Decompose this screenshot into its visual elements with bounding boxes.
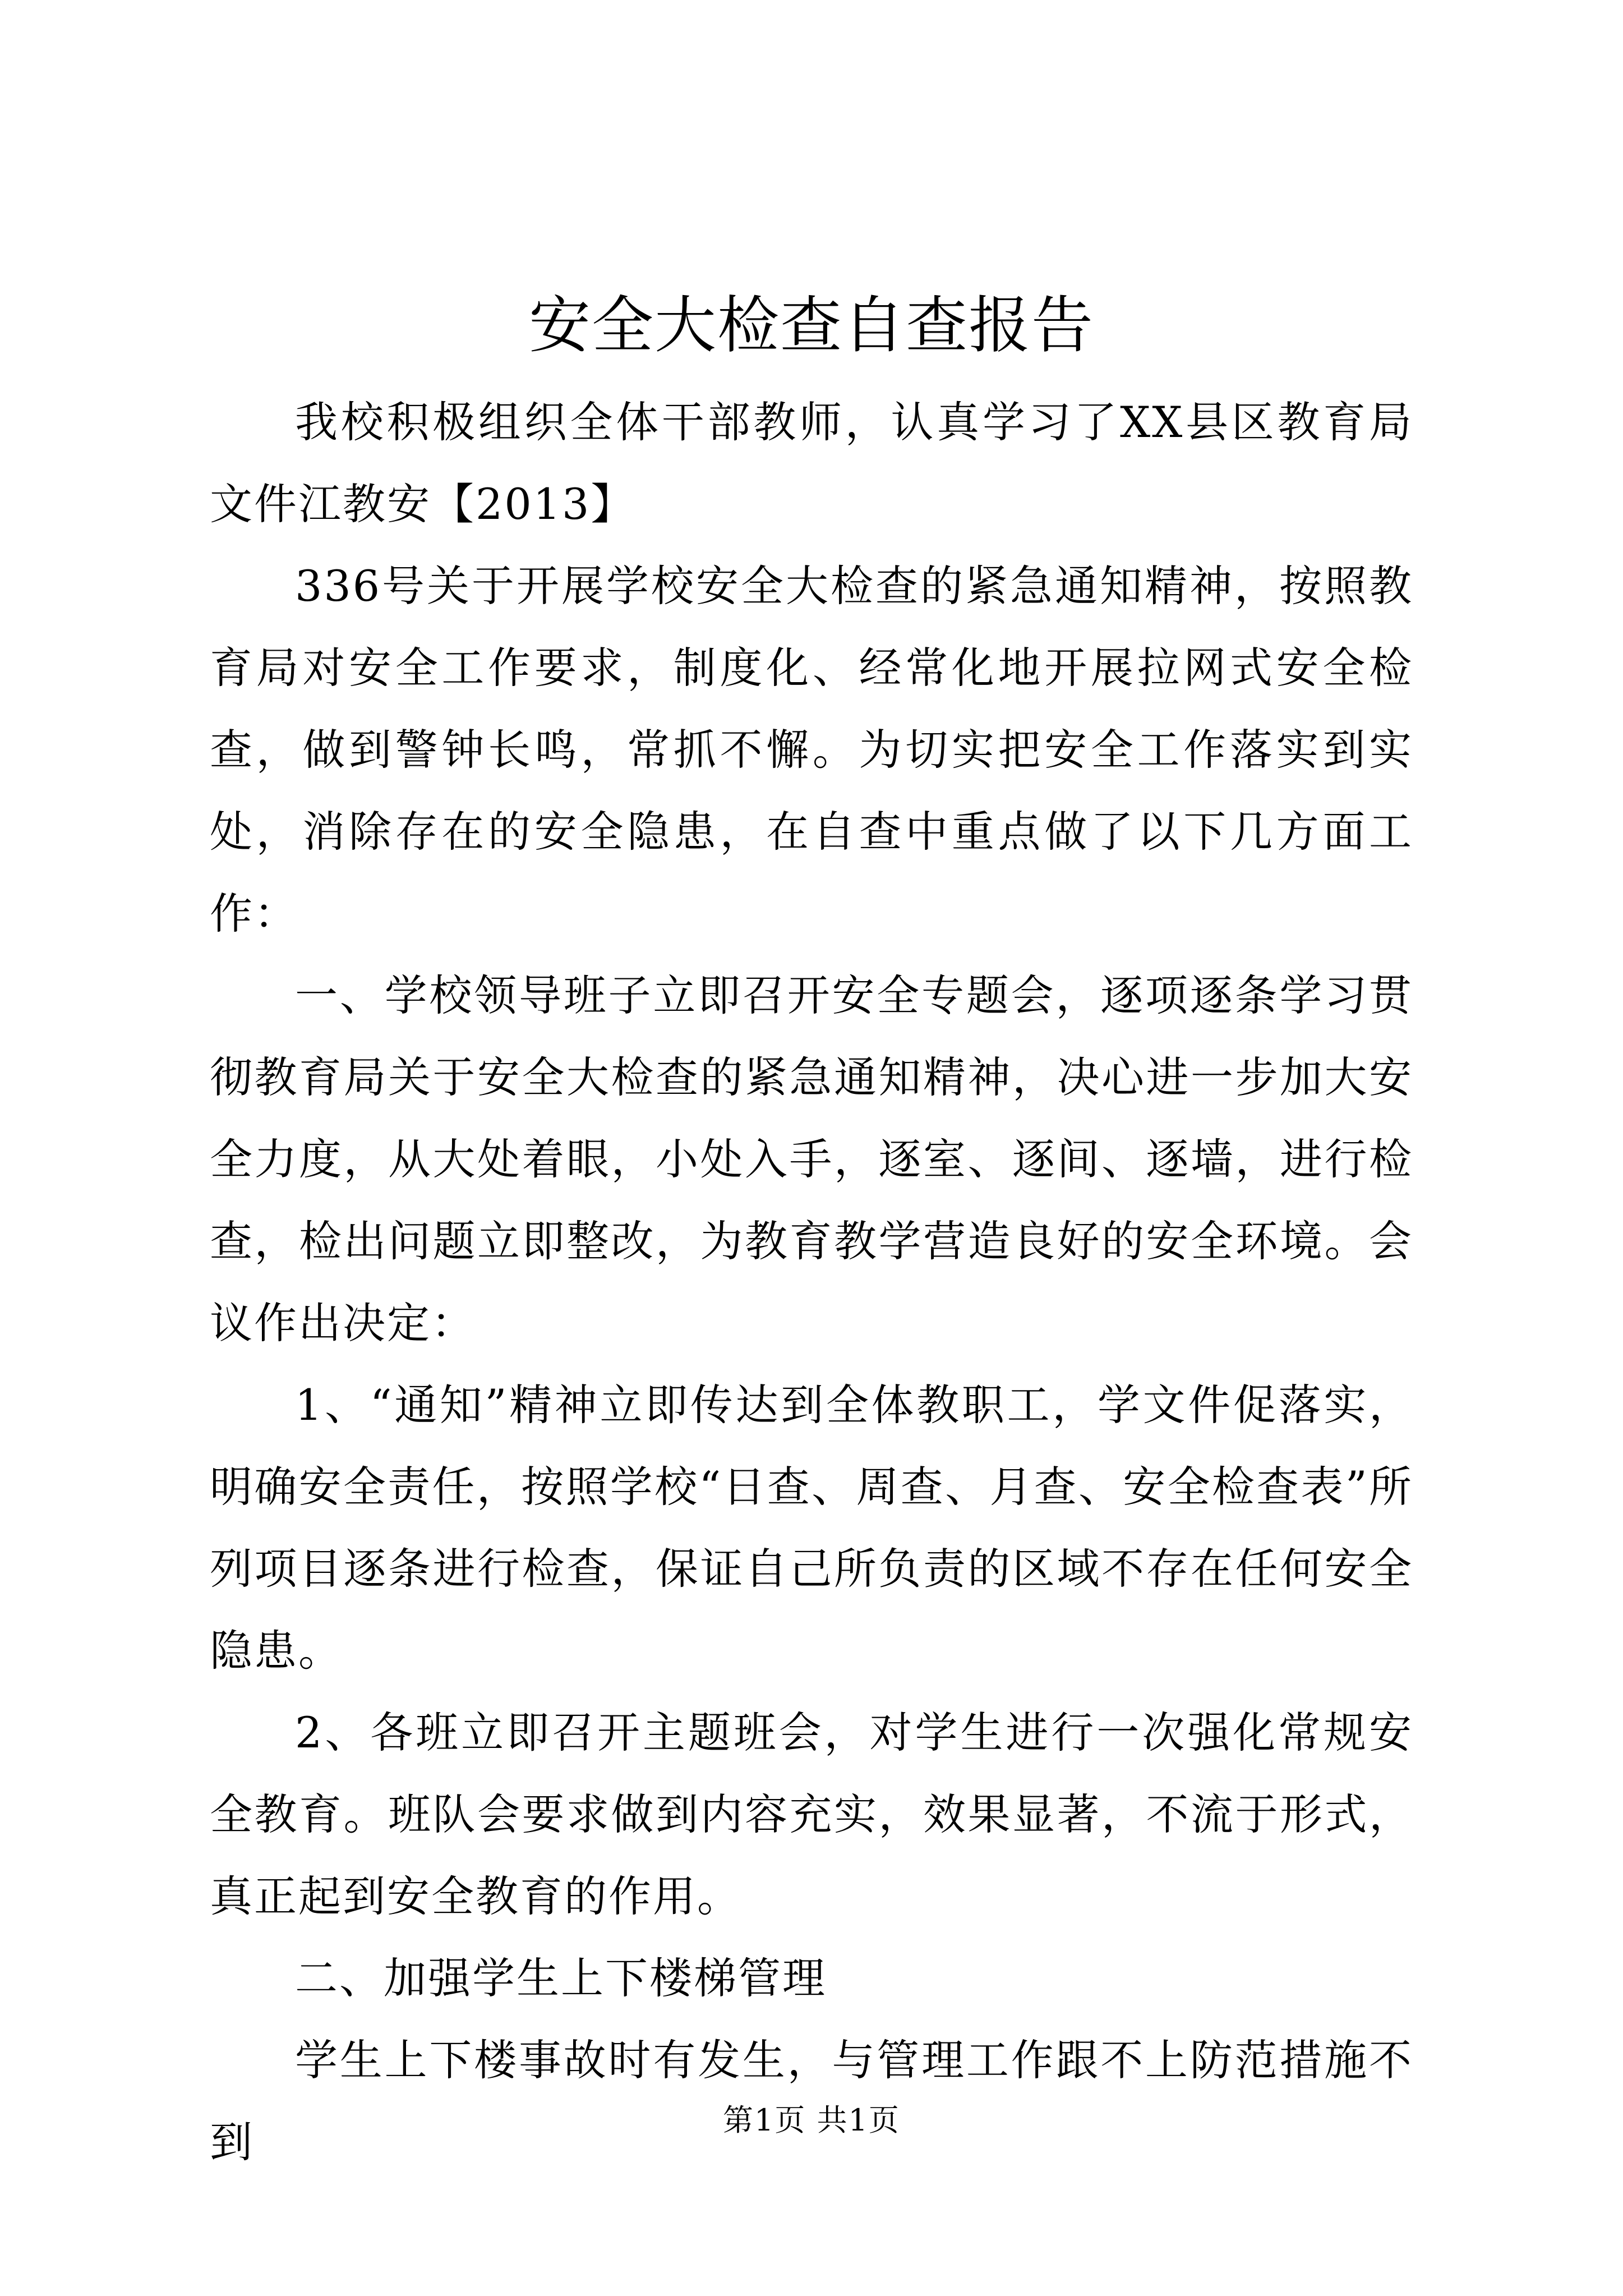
paragraph: 我校积极组织全体干部教师，认真学习了XX县区教育局文件江教安【2013】: [210, 397, 1413, 529]
paragraph: 2、各班立即召开主题班会，对学生进行一次强化常规安全教育。班队会要求做到内容充实，效果显著，不流于形式，真正起到安全教育的作用。: [210, 1708, 1413, 1921]
paragraph: 学生上下楼事故时有发生，与管理工作跟不上防范措施不到: [210, 2035, 1413, 2167]
paragraph: 336号关于开展学校安全大检查的紧急通知精神，按照教育局对安全工作要求，制度化、经常化地开展拉网式安全检查，做到警钟长鸣，常抓不懈。为切实把安全工作落实到实处，消除存在的安全隐患，在自查中重点做了以下几方面工作：: [210, 561, 1413, 938]
paragraph: 一、学校领导班子立即召开安全专题会，逐项逐条学习贯彻教育局关于安全大检查的紧急通知精神，决心进一步加大安全力度，从大处着眼，小处入手，逐室、逐间、逐墙，进行检查，检出问题立即整改，为教育教学营造良好的安全环境。会议作出决定：: [210, 970, 1413, 1348]
document-body: [210, 381, 1413, 2183]
page-number-footer: 第1页 共1页: [723, 2102, 900, 2138]
paragraph: 1、“通知”精神立即传达到全体教职工，学文件促落实，明确安全责任，按照学校“日查、周查、月查、安全检查表”所列项目逐条进行检查，保证自己所负责的区域不存在任何安全隐患。: [210, 1380, 1413, 1676]
document-title: 安全大检查自查报告: [529, 289, 1094, 361]
section-heading: 二、加强学生上下楼梯管理: [295, 1953, 827, 2003]
